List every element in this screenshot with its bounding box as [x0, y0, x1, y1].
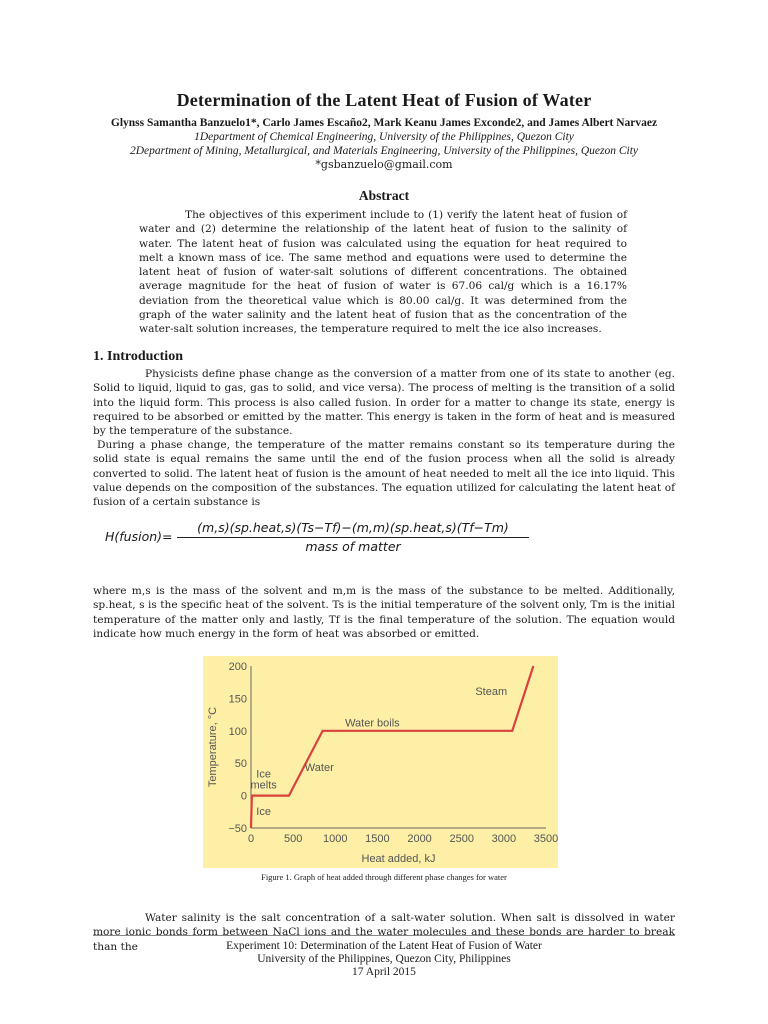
x-axis-label: Heat added, kJ [361, 853, 436, 865]
intro-paragraph-3: where m,s is the mass of the solvent and m,m is the mass of the substance to be melted. Additionally, sp.heat, s is the specific heat of the solvent. Ts is the initial temperature of the solvent only, Tm is the initial temperature of the matter only and lastly, Tf is the final temperature of the solution. The equation would indicate how much energy in the form of heat was absorbed or emitted. [93, 585, 675, 640]
x-tick-label: 1000 [323, 833, 348, 845]
author-list: Glynss Samantha Banzuelo1*, Carlo James Escaño2, Mark Keanu James Exconde2, and James Albert Narvaez [110, 117, 658, 129]
abstract-text: The objectives of this experiment include to (1) verify the latent heat of fusion of water and (2) determine the relationship of the latent heat of fusion to the salinity of water. The latent heat of fusion was calculated using the equation for heat required to melt a known mass of ice. The same method and equations were used to determine the latent heat of fusion of water-salt solutions of different concentrations. The obtained average magnitude for the heat of fusion of water is 67.06 cal/g which is a 16.17% deviation from the theoretical value which is 80.00 cal/g. It was determined from the graph of the water salinity and the latent heat of fusion that as the concentration of the water-salt solution increases, the temperature required to melt the ice also increases. [139, 209, 627, 336]
figure-caption: Figure 1. Graph of heat added through different phase changes for water [261, 872, 507, 882]
salinity-paragraph: Water salinity is the salt concentration of a salt-water solution. When salt is dissolved in water more ionic bonds form between NaCl ions and the water molecules and these bonds are harder to break than the [93, 912, 675, 953]
x-tick-label: 2000 [407, 833, 432, 845]
page-footer [0, 940, 768, 980]
footer-divider [93, 935, 675, 936]
footer-line-2: University of the Philippines, Quezon City, Philippines [257, 953, 511, 966]
chart-annotation: melts [250, 779, 277, 792]
y-tick-label: −50 [228, 823, 247, 835]
chart-annotation: Water boils [345, 717, 400, 730]
phase-change-figure [203, 656, 558, 868]
y-axis-label: Temperature, °C [207, 706, 219, 788]
chart-annotation: Steam [475, 686, 508, 699]
intro-paragraph-1: Physicists define phase change as the conversion of a matter from one of its state to another (eg. Solid to liquid, liquid to gas, gas to solid, and vice versa). The process of melting is the transition of a solid into the liquid form. This process is also called fusion. In order for a matter to change its state, energy is required to be absorbed or emitted by the matter. This energy is taken in the form of heat and is measured by the temperature of the substance. [93, 368, 675, 438]
y-tick-label: 50 [234, 758, 247, 771]
x-tick-label: 2500 [449, 833, 474, 845]
equation-lhs: H(fusion)= [105, 529, 173, 544]
x-tick-label: 1500 [365, 833, 390, 845]
chart-annotation: Ice [256, 806, 271, 819]
x-tick-label: 3500 [533, 833, 558, 845]
y-tick-label: 100 [228, 725, 247, 738]
equation-denominator: mass of matter [305, 539, 401, 554]
introduction-heading: 1. Introduction [93, 349, 183, 364]
affiliation-1: 1Department of Chemical Engineering, University of the Philippines, Quezon City [194, 131, 574, 143]
corresponding-email: *gsbanzuelo@gmail.com [315, 158, 453, 171]
y-tick-label: 0 [240, 790, 247, 803]
y-tick-label: 200 [228, 661, 247, 673]
intro-paragraph-2: During a phase change, the temperature of the matter remains constant so its temperature during the solid state is equal remains the same until the end of the fusion process when all the solid is already converted to solid. The latent heat of fusion is the amount of heat needed to melt all the ice into liquid. This value depends on the composition of the substances. The equation utilized for calculating the latent heat of fusion of a certain substance is [93, 439, 675, 509]
equation-fraction [177, 520, 529, 554]
chart-annotation: Ice [256, 768, 271, 781]
y-tick-label: 150 [228, 693, 247, 706]
footer-line-3: 17 April 2015 [352, 966, 416, 979]
x-tick-label: 500 [283, 833, 303, 845]
affiliation-2: 2Department of Mining, Metallurgical, and Materials Engineering, University of the Philippines, Quezon City [129, 145, 639, 157]
abstract-heading: Abstract [358, 188, 410, 203]
phase-change-chart [203, 656, 558, 868]
x-tick-label: 0 [247, 833, 255, 845]
footer-line-1: Experiment 10: Determination of the Latent Heat of Fusion of Water [226, 940, 542, 952]
x-tick-label: 3000 [491, 833, 517, 845]
chart-annotation: Water [304, 761, 334, 774]
equation-numerator: (m,s)(sp.heat,s)(Ts−Tf)−(m,m)(sp.heat,s)(Tf−Tm) [177, 520, 529, 538]
paper-title: Determination of the Latent Heat of Fusion of Water [176, 90, 592, 110]
